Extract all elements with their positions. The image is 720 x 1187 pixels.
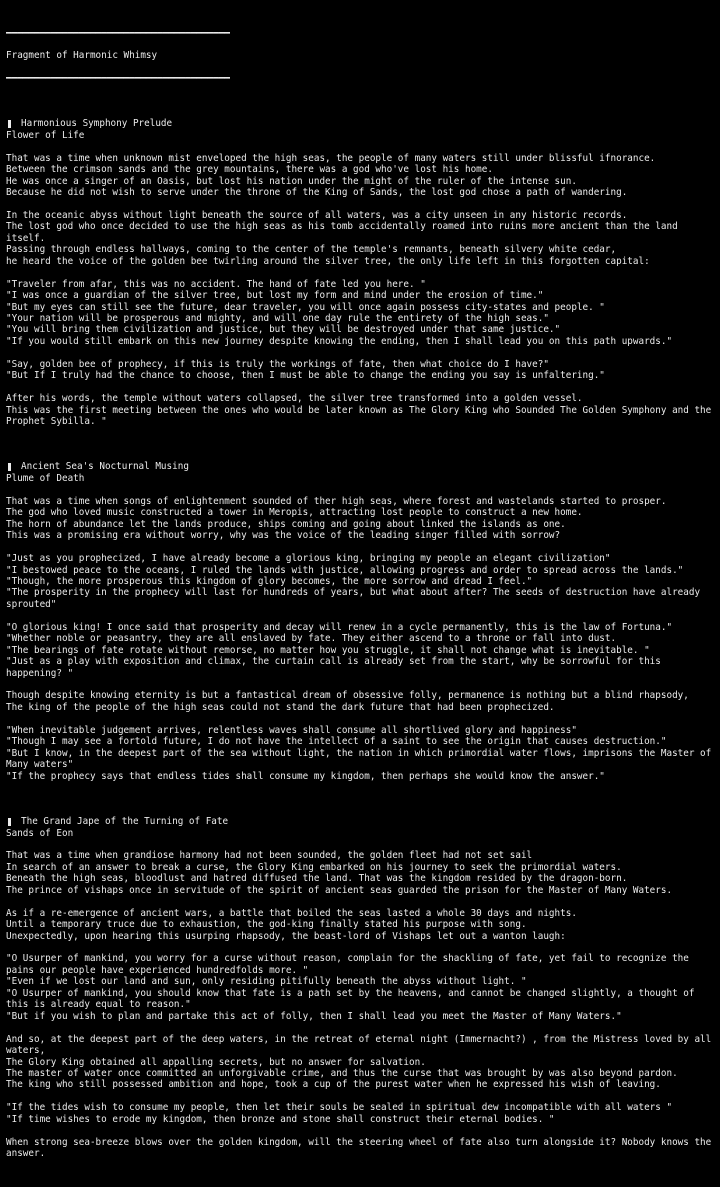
text-line: Until a temporary truce due to exhaustion, the god-king finally stated his purpose with song. [6,919,527,931]
text-line: "I bestowed peace to the oceans, I ruled the lands with justice, allowing progress and order to spread across the lands." [6,564,684,576]
text-line: That was a time when unknown mist enveloped the high seas, the people of many waters still under blissful ifnorance. [6,152,656,164]
text-line: He was once a singer of an Oasis, but lost his nation under the might of the ruler of the intense sun. [6,175,577,187]
text-line: "Even if we lost our land and sun, only residing pitifully beneath the abyss without light. " [6,976,527,988]
section-spacer [6,84,714,118]
section-subtitle: Plume of Death [6,472,85,484]
text-line: "You will bring them civilization and justice, but they will be destroyed under that same justice." [6,324,561,336]
text-line: This was a promising era without worry, why was the voice of the leading singer filled with sorrow? [6,530,561,542]
section-heading [6,816,714,827]
paragraph [6,359,714,382]
section-spacer [6,782,714,816]
text-line: "If time wishes to erode my kingdom, then bronze and stone shall construct their eternal bodies. " [6,1113,555,1125]
paragraph [6,1033,717,1091]
text-line: Unexpectedly, upon hearing this usurping rhapsody, the beast-lord of Vishaps let out a wanton laugh: [6,930,566,942]
section-heading-text: The Grand Jape of the Turning of Fate [21,816,229,828]
text-line: Because he did not wish to serve under the throne of the King of Sands, the lost god chose a path of wandering. [6,187,628,199]
text-line: The Glory King obtained all appalling secrets, but no answer for salvation. [6,1056,426,1068]
text-line: "If the tides wish to consume my people, then let their souls be sealed in spiritual dew incompatible with all waters " [6,1102,673,1114]
text-line: Passing through endless hallways, coming to the center of the temple's remnants, beneath silvery white cedar, [6,244,617,256]
paragraph [6,908,714,942]
text-line: And so, at the deepest part of the deep waters, in the retreat of eternal night (Immernacht?) , from the Mistress loved by all waters, [6,1033,717,1057]
text-line: "But If I truly had the chance to choose, then I must be able to change the ending you say is unfaltering." [6,370,605,382]
text-line: After his words, the temple without waters collapsed, the silver tree transformed into a golden vessel. [6,393,583,405]
header-rule-top: ━━━━━━━━━━━━━━━━━━━━━━━━━━━━━━━━━━━━━━━━ [6,28,230,39]
text-line: "Though I may see a fortold future, I do not have the intellect of a saint to see the origin that causes destruction." [6,736,667,748]
text-line: "Just as a play with exposition and climax, the curtain call is already set from the start, why be sorrowful for this happening? " [6,656,667,679]
text-line: "Say, golden bee of prophecy, if this is truly the workings of fate, then what choice do I have?" [6,358,549,370]
text-line: "If the prophecy says that endless tides shall consume my kingdom, then perhaps she would know the answer." [6,770,605,782]
text-line: Between the crimson sands and the grey mountains, there was a god who've lost his home. [6,164,493,176]
section-marker-icon [8,818,11,826]
text-line: Though despite knowing eternity is but a fantastical dream of obsessive folly, permanence is nothing but a blind rhapsody, [6,690,689,702]
text-line: "Traveler from afar, this was no accident. The hand of fate led you here. " [6,278,426,290]
section-marker-icon [8,120,11,128]
paragraph [6,850,714,896]
text-line: "But my eyes can still see the future, dear traveler, you will once again possess city-states and people. " [6,301,605,313]
text-line: That was a time when grandiose harmony had not been sounded, the golden fleet had not set sail [6,850,533,862]
section [6,461,717,782]
section [6,816,717,1160]
text-line: The prince of vishaps once in servitude of the spirit of ancient seas guarded the prison for the Master of Many Waters. [6,884,673,896]
text-line: In the oceanic abyss without light beneath the source of all waters, was a city unseen in any historic records. [6,209,628,221]
text-line: As if a re-emergence of ancient wars, a battle that boiled the seas lasted a whole 30 days and nights. [6,907,577,919]
text-line: "O Usurper of mankind, you worry for a curse without reason, complain for the shackling of fate, yet fail to recognize the pains our people have experienced hundredfolds more. " [6,953,695,976]
paragraph [6,724,717,782]
text-line: "Though, the more prosperous this kingdom of glory becomes, the more sorrow and dread I feel." [6,575,533,587]
section-subtitle: Sands of Eon [6,827,74,839]
text-line: "Your nation will be prosperous and mighty, and will one day rule the entirety of the high seas." [6,312,549,324]
text-line: That was a time when songs of enlightenment sounded of ther high seas, where forest and wastelands started to prosper. [6,495,667,507]
text-line: When strong sea-breeze blows over the golden kingdom, will the steering wheel of fate also turn alongside it? Nobody knows the answer. [6,1136,717,1160]
paragraph [6,690,714,713]
section-subtitle: Flower of Life [6,129,85,141]
paragraph [6,153,714,199]
text-line: "Just as you prophecized, I have already become a glorious king, bringing my people an elegant civilization" [6,553,611,565]
text-line: The master of water once committed an unforgivable crime, and thus the curse that was brought by was also beyond pardon. [6,1068,678,1079]
text-line: "The bearings of fate rotate without remorse, no matter how you struggle, it shall not change what is inevitable. " [6,644,650,656]
text-line: The king who still possessed ambition and hope, took a cup of the purest water when he expressed his wish of leaving. [6,1079,661,1091]
text-line: "The prosperity in the prophecy will last for hundreds of years, but what about after? The seeds of destruction have already sprouted" [6,587,706,610]
paragraph [6,210,714,267]
header-rule-bottom: ━━━━━━━━━━━━━━━━━━━━━━━━━━━━━━━━━━━━━━━━ [6,72,230,84]
document-header [6,28,714,84]
text-line: "I was once a guardian of the silver tree, but lost my form and mind under the erosion of time." [6,290,544,302]
text-line: The king of the people of the high seas could not stand the dark future that had been prophecized. [6,701,555,713]
text-line: he heard the voice of the golden bee twirling around the silver tree, the only life left in this forgotten capital: [6,255,650,267]
text-line: This was the first meeting between the ones who would be later known as The Glory King who Sounded The Golden Symphony and the Prophet Sybilla. " [6,404,717,428]
paragraph [6,553,714,610]
section [6,118,717,428]
text-line: "Whether noble or peasantry, they are all enslaved by fate. They either ascend to a throne or fall into dust. [6,633,617,645]
paragraph [6,1102,714,1125]
text-line: Beneath the high seas, bloodlust and hatred diffused the land. That was the kingdom resided by the dragon-born. [6,873,628,885]
document-title: Fragment of Harmonic Whimsy [6,50,158,62]
section-spacer [6,427,714,461]
text-line: "If you would still embark on this new journey despite knowing the ending, then I shall lead you on this path upwards." [6,335,673,347]
text-line: "But I know, in the deepest part of the sea without light, the nation in which primordial water flows, imprisons the Master of Many waters" [6,747,717,771]
section-heading-text: Harmonious Symphony Prelude [21,118,173,130]
paragraph [6,953,714,1022]
text-line: In search of an answer to break a curse, the Glory King embarked on his journey to seek the primordial waters. [6,861,622,873]
text-line: "O glorious king! I once said that prosperity and decay will renew in a cycle permanently, this is the law of Fortuna." [6,621,673,633]
paragraph [6,1136,717,1160]
section-marker-icon [8,463,11,471]
paragraph [6,279,714,348]
text-line: The god who loved music constructed a tower in Meropis, attracting lost people to construct a new home. [6,507,583,519]
paragraph [6,496,714,542]
paragraph [6,622,714,679]
sections-container [6,84,717,1160]
text-line: The lost god who once decided to use the high seas as his tomb accidentally roamed into ruins more ancient than the land itself. [6,221,684,244]
paragraph [6,393,717,428]
text-line: "But if you wish to plan and partake this act of folly, then I shall lead you meet the Master of Many Waters." [6,1010,622,1022]
text-line: "O Usurper of mankind, you should know that fate is a path set by the heavens, and cannot be changed slightly, a thought of this is already equal to reason." [6,987,701,1011]
text-line: The horn of abundance let the lands produce, ships coming and going about linked the islands as one. [6,518,566,530]
section-heading [6,461,714,472]
section-heading-text: Ancient Sea's Nocturnal Musing [21,461,189,473]
section-heading [6,118,714,129]
text-line: "When inevitable judgement arrives, relentless waves shall consume all shortlived glory and happiness" [6,724,577,736]
